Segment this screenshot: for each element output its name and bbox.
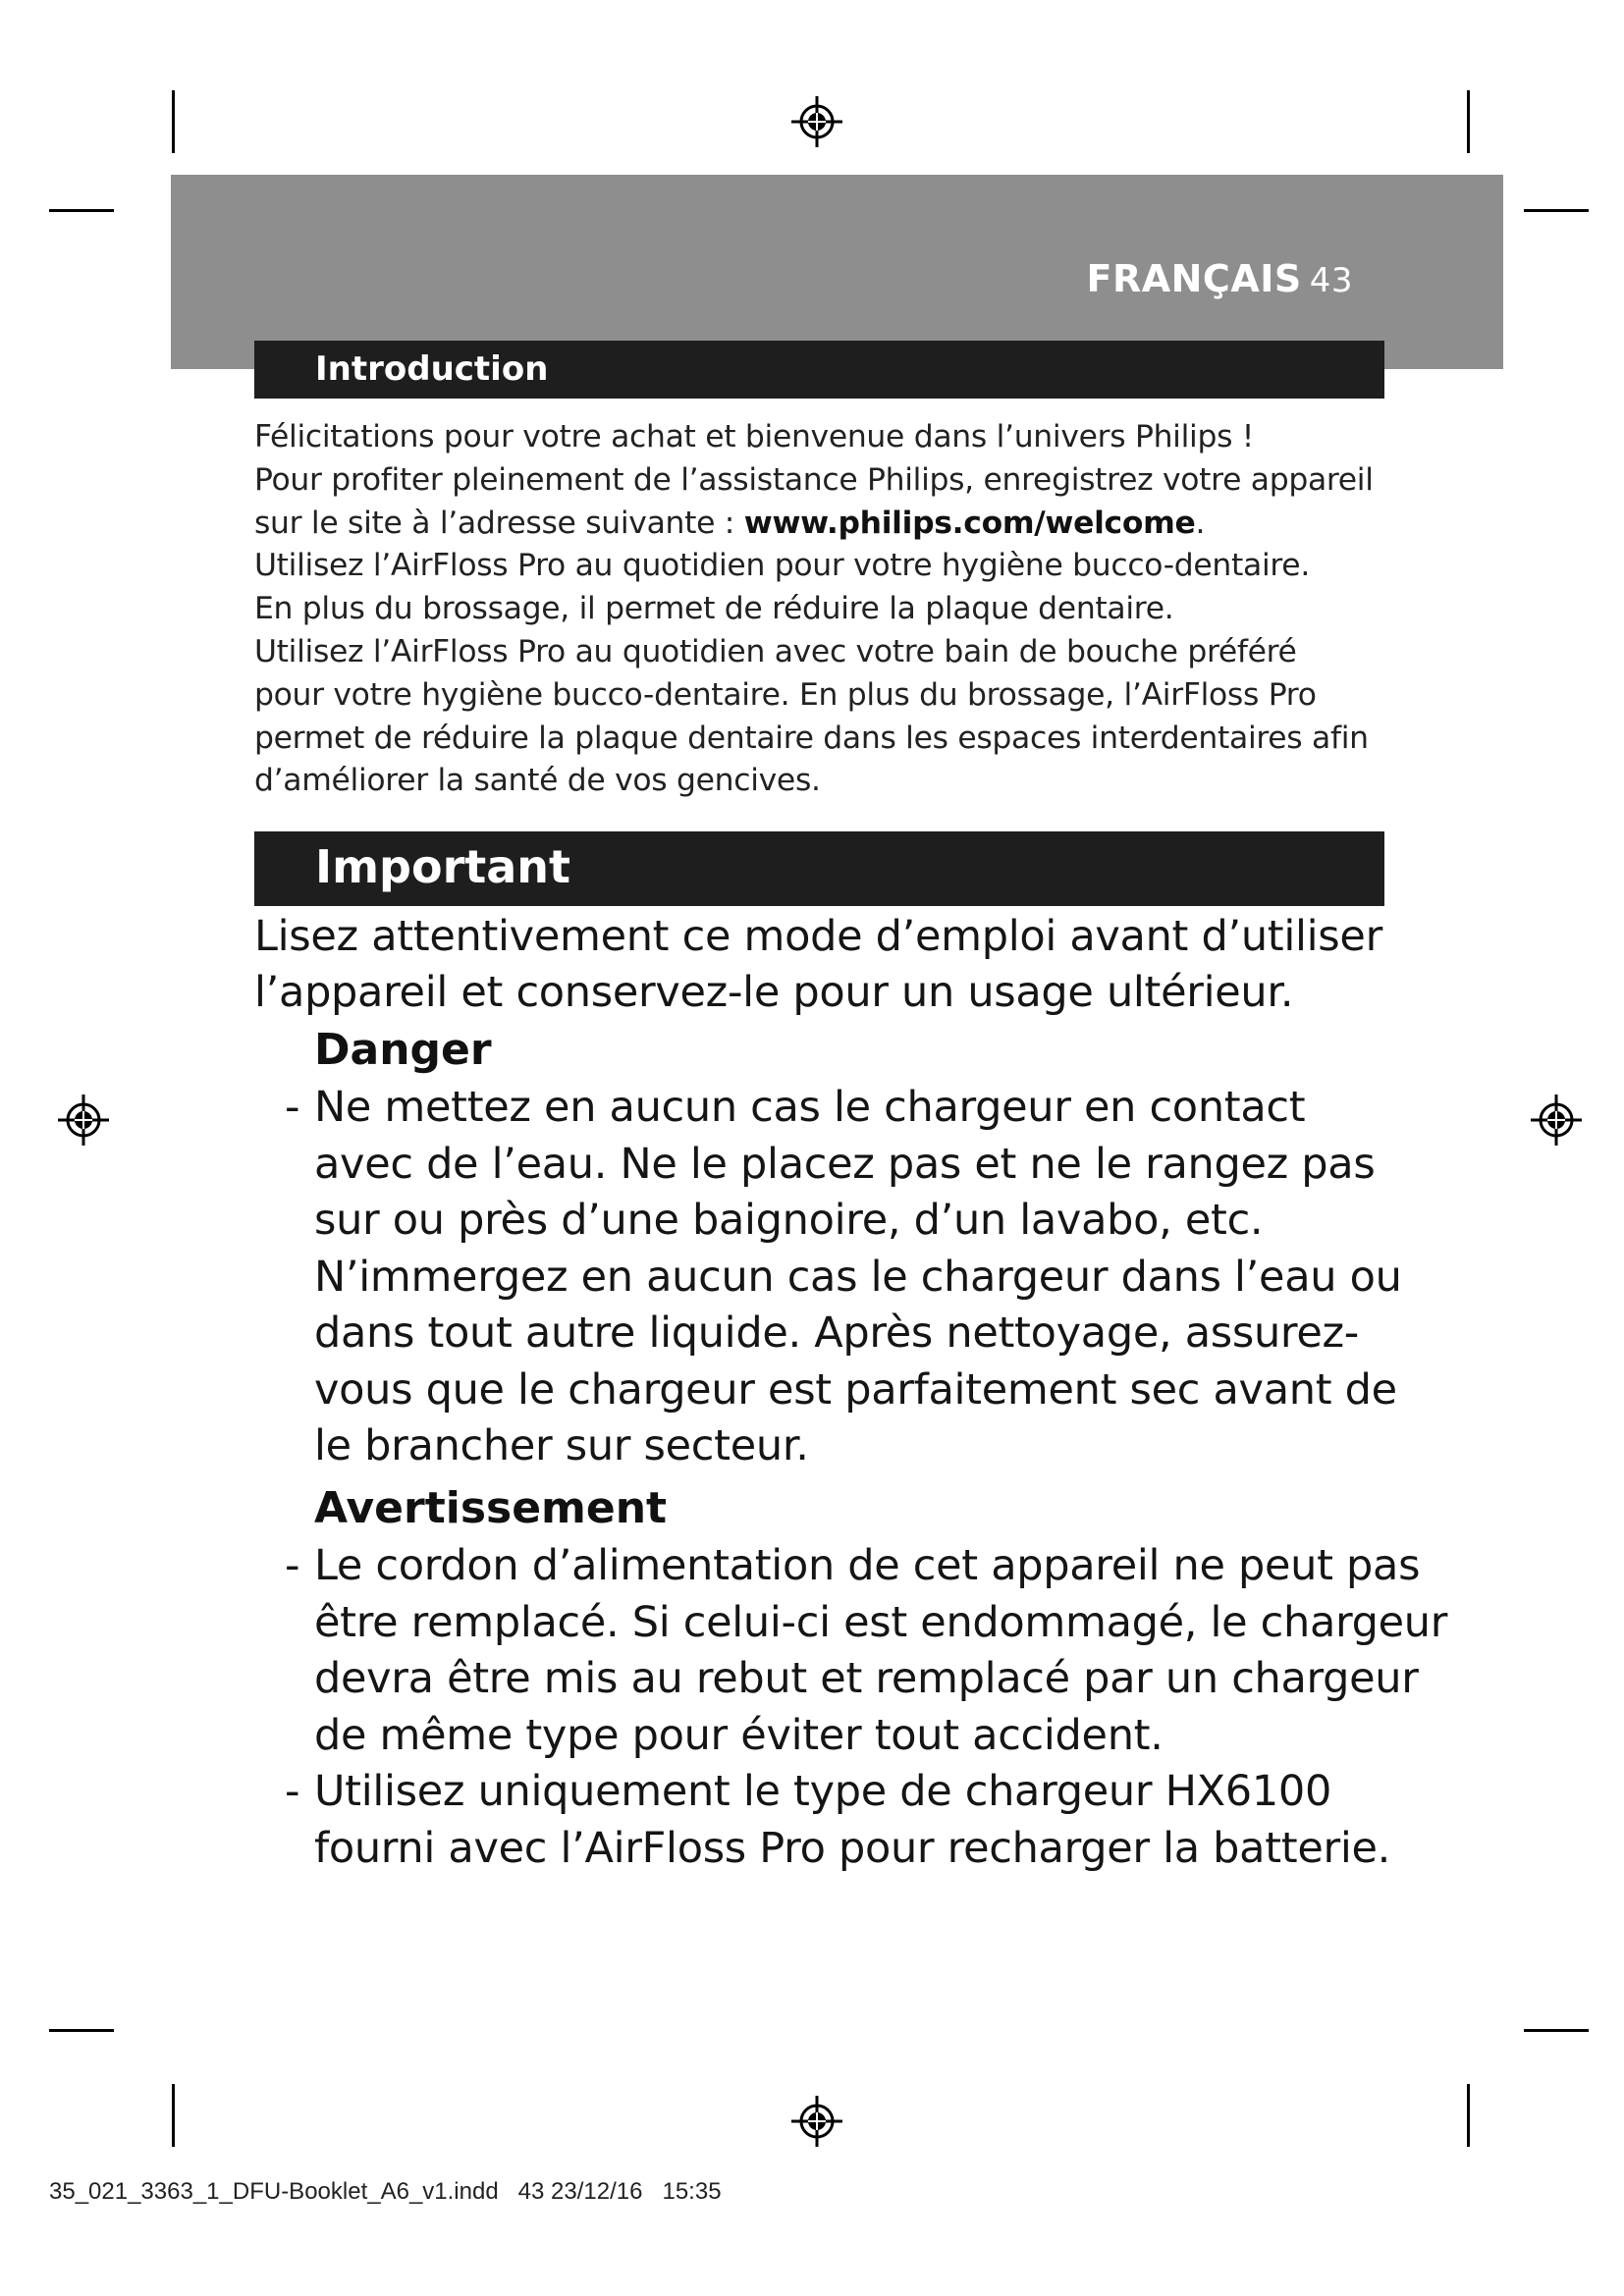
danger-line: Ne mettez en aucun cas le chargeur en contact <box>314 1083 1306 1132</box>
page-number: 43 <box>1309 261 1353 300</box>
danger-line: avec de l’eau. Ne le placez pas et ne le rangez pas <box>314 1139 1376 1189</box>
crop-mark-top-right-vertical <box>1467 90 1470 153</box>
intro-line: Utilisez l’AirFloss Pro au quotidien avec votre bain de bouche préféré <box>254 633 1297 669</box>
intro-line: Utilisez l’AirFloss Pro au quotidien pour votre hygiène bucco-dentaire. <box>254 548 1310 584</box>
section-title-important: Important <box>254 831 1384 906</box>
section-title-introduction: Introduction <box>254 341 1384 399</box>
danger-line: le brancher sur secteur. <box>314 1421 809 1470</box>
print-slug-footer <box>49 2178 722 2206</box>
important-line: l’appareil et conservez-le pour un usage ultérieur. <box>254 968 1294 1017</box>
crop-mark-bottom-left-vertical <box>172 2084 175 2147</box>
footer-filename: 35_021_3363_1_DFU-Booklet_A6_v1.indd 43 <box>49 2178 545 2205</box>
intro-url-line <box>254 503 1393 546</box>
important-line: Lisez attentivement ce mode d’emploi avant d’utiliser <box>254 912 1382 961</box>
crop-mark-top-left-horizontal <box>49 209 114 212</box>
danger-line: vous que le chargeur est parfaitement sec avant de <box>314 1364 1397 1415</box>
intro-line: permet de réduire la plaque dentaire dans les espaces interdentaires afin <box>254 720 1369 756</box>
intro-line: En plus du brossage, il permet de réduire la plaque dentaire. <box>254 591 1174 627</box>
language-label: FRANÇAIS <box>1086 257 1302 300</box>
warning-line: Le cordon d’alimentation de cet appareil ne peut pas <box>314 1541 1421 1590</box>
footer-date: 23/12/16 <box>551 2178 643 2205</box>
page-header-language <box>1087 257 1354 300</box>
footer-time: 15:35 <box>662 2178 722 2205</box>
crop-mark-top-left-vertical <box>172 90 175 153</box>
crop-mark-bottom-right-horizontal <box>1524 2029 1589 2032</box>
warning-bullet <box>285 1764 1424 1877</box>
intro-url-suffix: . <box>1195 505 1206 541</box>
introduction-text <box>254 416 1393 803</box>
intro-line: Pour profiter pleinement de l’assistance Philips, enregistrez votre appareil <box>254 461 1374 498</box>
warning-line: Utilisez uniquement le type de chargeur HX6100 <box>314 1767 1332 1816</box>
danger-line: sur ou près d’une baignoire, d’un lavabo, etc. <box>314 1196 1264 1245</box>
registration-mark-right-icon <box>1529 1093 1584 1148</box>
crop-mark-bottom-left-horizontal <box>49 2029 114 2032</box>
crop-mark-bottom-right-vertical <box>1467 2084 1470 2147</box>
registration-mark-left-icon <box>56 1093 111 1148</box>
registration-mark-bottom-icon <box>789 2094 844 2149</box>
warning-line: devra être mis au rebut et remplacé par un chargeur <box>314 1654 1419 1703</box>
intro-url-prefix: sur le site à l’adresse suivante : <box>254 505 744 541</box>
bullet-dash: - <box>285 1541 300 1590</box>
crop-mark-top-right-horizontal <box>1524 209 1589 212</box>
warning-heading: Avertissement <box>314 1483 668 1533</box>
danger-line: N’immergez en aucun cas le chargeur dans l’eau ou <box>314 1252 1402 1302</box>
intro-line: Félicitations pour votre achat et bienvenue dans l’univers Philips ! <box>254 419 1255 454</box>
intro-line: pour votre hygiène bucco-dentaire. En plus du brossage, l’AirFloss Pro <box>254 676 1317 713</box>
danger-heading: Danger <box>314 1025 492 1075</box>
warning-line: de même type pour éviter tout accident. <box>314 1710 1164 1760</box>
registration-mark-top-icon <box>789 94 844 149</box>
important-lead-text <box>254 909 1433 1021</box>
bullet-dash: - <box>285 1083 300 1132</box>
warning-line: fourni avec l’AirFloss Pro pour recharger la batterie. <box>314 1823 1391 1873</box>
danger-line: dans tout autre liquide. Après nettoyage, assurez- <box>314 1308 1359 1358</box>
danger-bullet <box>285 1080 1424 1475</box>
intro-line: d’améliorer la santé de vos gencives. <box>254 763 821 799</box>
warning-line: être remplacé. Si celui-ci est endommagé, le chargeur <box>314 1597 1448 1647</box>
warning-bullet <box>285 1538 1448 1764</box>
welcome-url-link[interactable]: www.philips.com/welcome <box>743 505 1196 541</box>
bullet-dash: - <box>285 1767 300 1816</box>
